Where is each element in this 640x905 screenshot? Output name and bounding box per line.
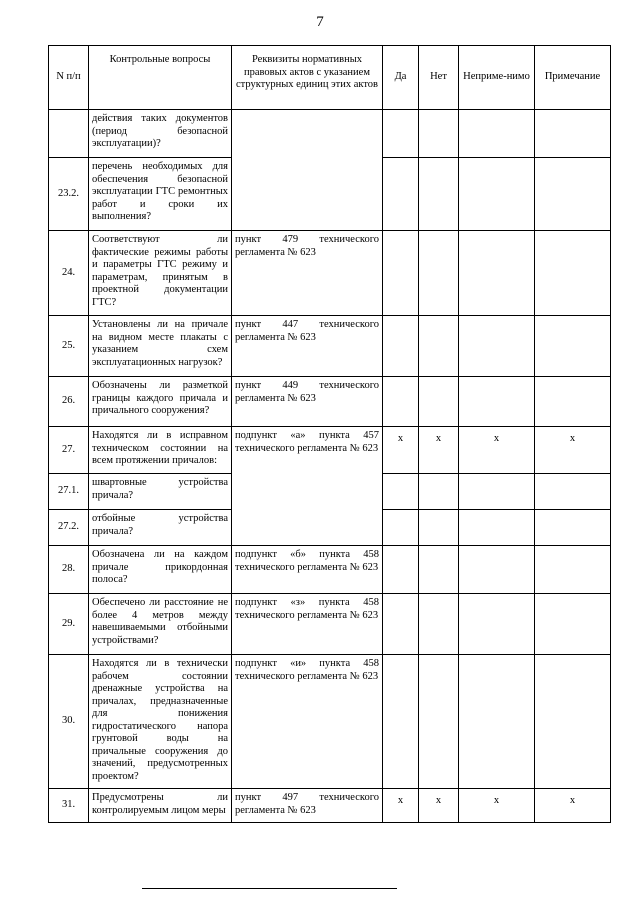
row-no bbox=[419, 655, 459, 789]
row-no bbox=[419, 158, 459, 231]
row-note: x bbox=[535, 789, 611, 823]
table-row bbox=[49, 110, 611, 158]
row-requisites: пункт 449 технического регламента № 623 bbox=[232, 377, 383, 427]
header-requisites: Реквизиты нормативных правовых актов с указанием структурных единиц этих актов bbox=[232, 46, 383, 110]
row-requisites: пункт 497 технического регламента № 623 bbox=[232, 789, 383, 823]
row-na bbox=[459, 546, 535, 594]
row-requisites: подпункт «з» пункта 458 технического регламента № 623 bbox=[232, 594, 383, 655]
row-num: 30. bbox=[49, 655, 89, 789]
row-num: 29. bbox=[49, 594, 89, 655]
bottom-divider bbox=[142, 888, 397, 889]
row-num: 27.2. bbox=[49, 510, 89, 546]
table-row bbox=[49, 546, 611, 594]
row-yes: x bbox=[383, 789, 419, 823]
row-requisites: подпункт «б» пункта 458 технического регламента № 623 bbox=[232, 546, 383, 594]
row-na bbox=[459, 377, 535, 427]
header-questions: Контрольные вопросы bbox=[89, 46, 232, 110]
row-yes bbox=[383, 158, 419, 231]
row-no bbox=[419, 510, 459, 546]
row-yes bbox=[383, 377, 419, 427]
row-yes bbox=[383, 510, 419, 546]
row-no: x bbox=[419, 789, 459, 823]
row-note bbox=[535, 110, 611, 158]
row-requisites: подпункт «а» пункта 457 технического регламента № 623 bbox=[232, 427, 383, 546]
row-na bbox=[459, 110, 535, 158]
row-yes bbox=[383, 474, 419, 510]
row-question: действия таких документов (период безопасной эксплуатации)? bbox=[89, 110, 232, 158]
table-row bbox=[49, 316, 611, 377]
row-num: 26. bbox=[49, 377, 89, 427]
row-note bbox=[535, 594, 611, 655]
row-question: Соответствуют ли фактические режимы работы и параметры ГТС режиму и параметрам, принятым в проектной документации ГТС? bbox=[89, 231, 232, 316]
row-question: Обозначена ли на каждом причале прикордонная полоса? bbox=[89, 546, 232, 594]
row-num: 28. bbox=[49, 546, 89, 594]
row-na bbox=[459, 316, 535, 377]
row-question: Установлены ли на причале на видном месте плакаты с указанием схем эксплуатационных нагрузок? bbox=[89, 316, 232, 377]
row-question: перечень необходимых для обеспечения безопасной эксплуатации ГТС ремонтных работ и сроки их выполнения? bbox=[89, 158, 232, 231]
row-question: Находятся ли в исправном техническом состоянии на всем протяжении причалов: bbox=[89, 427, 232, 474]
header-yes: Да bbox=[383, 46, 419, 110]
row-no bbox=[419, 231, 459, 316]
row-question: Обозначены ли разметкой границы каждого причала и причального сооружения? bbox=[89, 377, 232, 427]
row-na bbox=[459, 594, 535, 655]
row-yes: x bbox=[383, 427, 419, 474]
row-note bbox=[535, 316, 611, 377]
row-num: 25. bbox=[49, 316, 89, 377]
row-na bbox=[459, 474, 535, 510]
header-na: Неприме-нимо bbox=[459, 46, 535, 110]
row-na bbox=[459, 655, 535, 789]
row-no bbox=[419, 316, 459, 377]
row-na bbox=[459, 158, 535, 231]
row-na bbox=[459, 231, 535, 316]
header-note: Примечание bbox=[535, 46, 611, 110]
row-question: отбойные устройства причала? bbox=[89, 510, 232, 546]
row-yes bbox=[383, 110, 419, 158]
row-requisites: пункт 479 технического регламента № 623 bbox=[232, 231, 383, 316]
row-note bbox=[535, 231, 611, 316]
row-requisites: пункт 447 технического регламента № 623 bbox=[232, 316, 383, 377]
checklist-table bbox=[48, 45, 611, 823]
row-yes bbox=[383, 655, 419, 789]
row-na: x bbox=[459, 427, 535, 474]
row-num: 24. bbox=[49, 231, 89, 316]
row-num: 27.1. bbox=[49, 474, 89, 510]
row-yes bbox=[383, 546, 419, 594]
row-no bbox=[419, 110, 459, 158]
row-no bbox=[419, 594, 459, 655]
row-num bbox=[49, 110, 89, 158]
row-note bbox=[535, 474, 611, 510]
table-row bbox=[49, 231, 611, 316]
row-num: 23.2. bbox=[49, 158, 89, 231]
row-note bbox=[535, 377, 611, 427]
row-note bbox=[535, 655, 611, 789]
row-note bbox=[535, 510, 611, 546]
row-yes bbox=[383, 231, 419, 316]
table-row bbox=[49, 655, 611, 789]
table-row bbox=[49, 789, 611, 823]
table-row bbox=[49, 377, 611, 427]
row-question: Находятся ли в технически рабочем состоянии дренажные устройства на причалах, предназначенные для понижения гидростатического напора грунтовой воды на причальные сооружения до значений, предусмотренных проектом? bbox=[89, 655, 232, 789]
row-question: Обеспечено ли расстояние не более 4 метров между навешиваемыми отбойными устройствами? bbox=[89, 594, 232, 655]
table-row bbox=[49, 594, 611, 655]
row-num: 31. bbox=[49, 789, 89, 823]
row-note: x bbox=[535, 427, 611, 474]
row-na bbox=[459, 510, 535, 546]
header-row bbox=[49, 46, 611, 110]
row-note bbox=[535, 158, 611, 231]
row-num: 27. bbox=[49, 427, 89, 474]
row-no: x bbox=[419, 427, 459, 474]
row-yes bbox=[383, 316, 419, 377]
row-yes bbox=[383, 594, 419, 655]
row-na: x bbox=[459, 789, 535, 823]
row-requisites bbox=[232, 110, 383, 231]
header-no: Нет bbox=[419, 46, 459, 110]
row-requisites: подпункт «и» пункта 458 технического регламента № 623 bbox=[232, 655, 383, 789]
page-number: 7 bbox=[316, 14, 324, 30]
table-row bbox=[49, 427, 611, 474]
row-note bbox=[535, 546, 611, 594]
row-no bbox=[419, 474, 459, 510]
row-question: швартовные устройства причала? bbox=[89, 474, 232, 510]
header-num: N п/п bbox=[49, 46, 89, 110]
row-no bbox=[419, 377, 459, 427]
row-no bbox=[419, 546, 459, 594]
row-question: Предусмотрены ли контролируемым лицом меры bbox=[89, 789, 232, 823]
